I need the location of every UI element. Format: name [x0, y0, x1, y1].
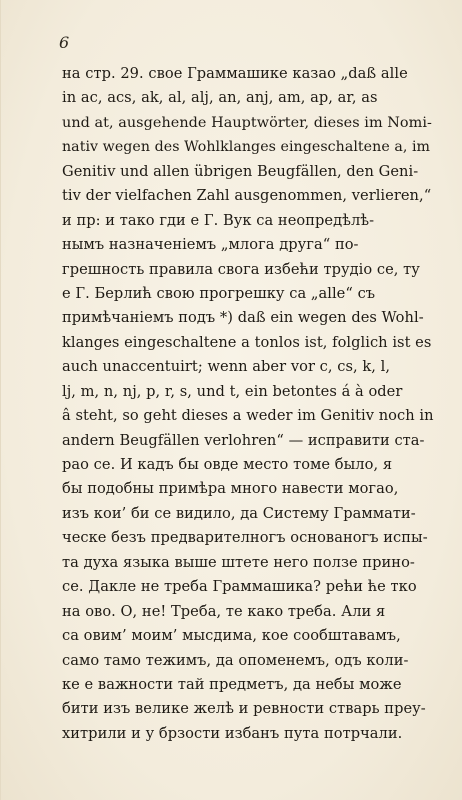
- text-line: lj, m, n, nj, p, r, s, und t, ein betontes á à oder: [62, 382, 403, 400]
- text-line: на стр. 29. свое Граммашике казао „daß alle: [62, 65, 408, 82]
- text-line: andern Beugfällen verlohren“ — исправити ста-: [62, 431, 425, 449]
- text-line: ческе безъ предварителногъ основаногъ испы-: [62, 529, 428, 547]
- text-line: â steht, so geht dieses a weder im Genitiv noch in: [62, 407, 434, 425]
- text-line: рао се. И кадъ бы овде место томе было, я: [62, 456, 393, 473]
- text-line: се. Дакле не треба Граммашика? рећи ће тко: [62, 578, 417, 596]
- text-line: in ac, acs, ak, al, alj, an, anj, am, ap, ar, as: [62, 89, 378, 107]
- text-line: und at, ausgehende Hauptwörter, dieses im Nomi-: [62, 114, 432, 131]
- text-line: примѣчанiемъ подъ *) daß ein wegen des Wohl-: [62, 309, 424, 327]
- text-line: само тамо тежимъ, да опоменемъ, одъ коли-: [62, 651, 409, 669]
- text-line: бити изъ велике желѣ и ревности стварь преу-: [62, 700, 426, 718]
- text-line: auch unaccentuirt; wenn aber vor c, cs, k, l,: [62, 358, 391, 376]
- text-line: хитрили и у брзости избанъ пута потрчали.: [62, 724, 403, 742]
- body-text: [62, 62, 434, 746]
- text-line: нымъ назначенiемъ „млога друга“ по-: [62, 236, 359, 254]
- text-line: е Г. Берлић свою прогрешку са „alle“ съ: [62, 284, 376, 302]
- text-line: бы подобны примѣра много навести могао,: [62, 480, 399, 498]
- text-line: грешность правила свога избећи трудio се, ту: [62, 260, 420, 278]
- text-line: на ово. О, не! Треба, те како треба. Али я: [62, 602, 386, 620]
- text-line: та духа языка выше штете него ползе прино-: [62, 553, 415, 571]
- text-line: и пр: и тако гди е Г. Вук са неопредѣлѣ-: [62, 211, 375, 229]
- text-line: klanges eingeschaltene a tonlos ist, folglich ist es: [62, 333, 432, 351]
- text-line: изъ кои’ би се видило, да Систему Граммати-: [62, 504, 416, 522]
- text-line: nativ wegen des Wohlklanges eingeschaltene a, im: [62, 139, 431, 156]
- text-line: Genitiv und allen übrigen Beugfällen, den Geni-: [62, 162, 419, 180]
- text-line: са овим’ моим’ мысдима, кое сообштавамъ,: [62, 627, 401, 645]
- text-line: ке е важности тай предметъ, да небы може: [62, 675, 402, 693]
- text-line: tiv der vielfachen Zahl ausgenommen, verlieren,“: [62, 187, 432, 205]
- page-number: 6: [59, 33, 70, 52]
